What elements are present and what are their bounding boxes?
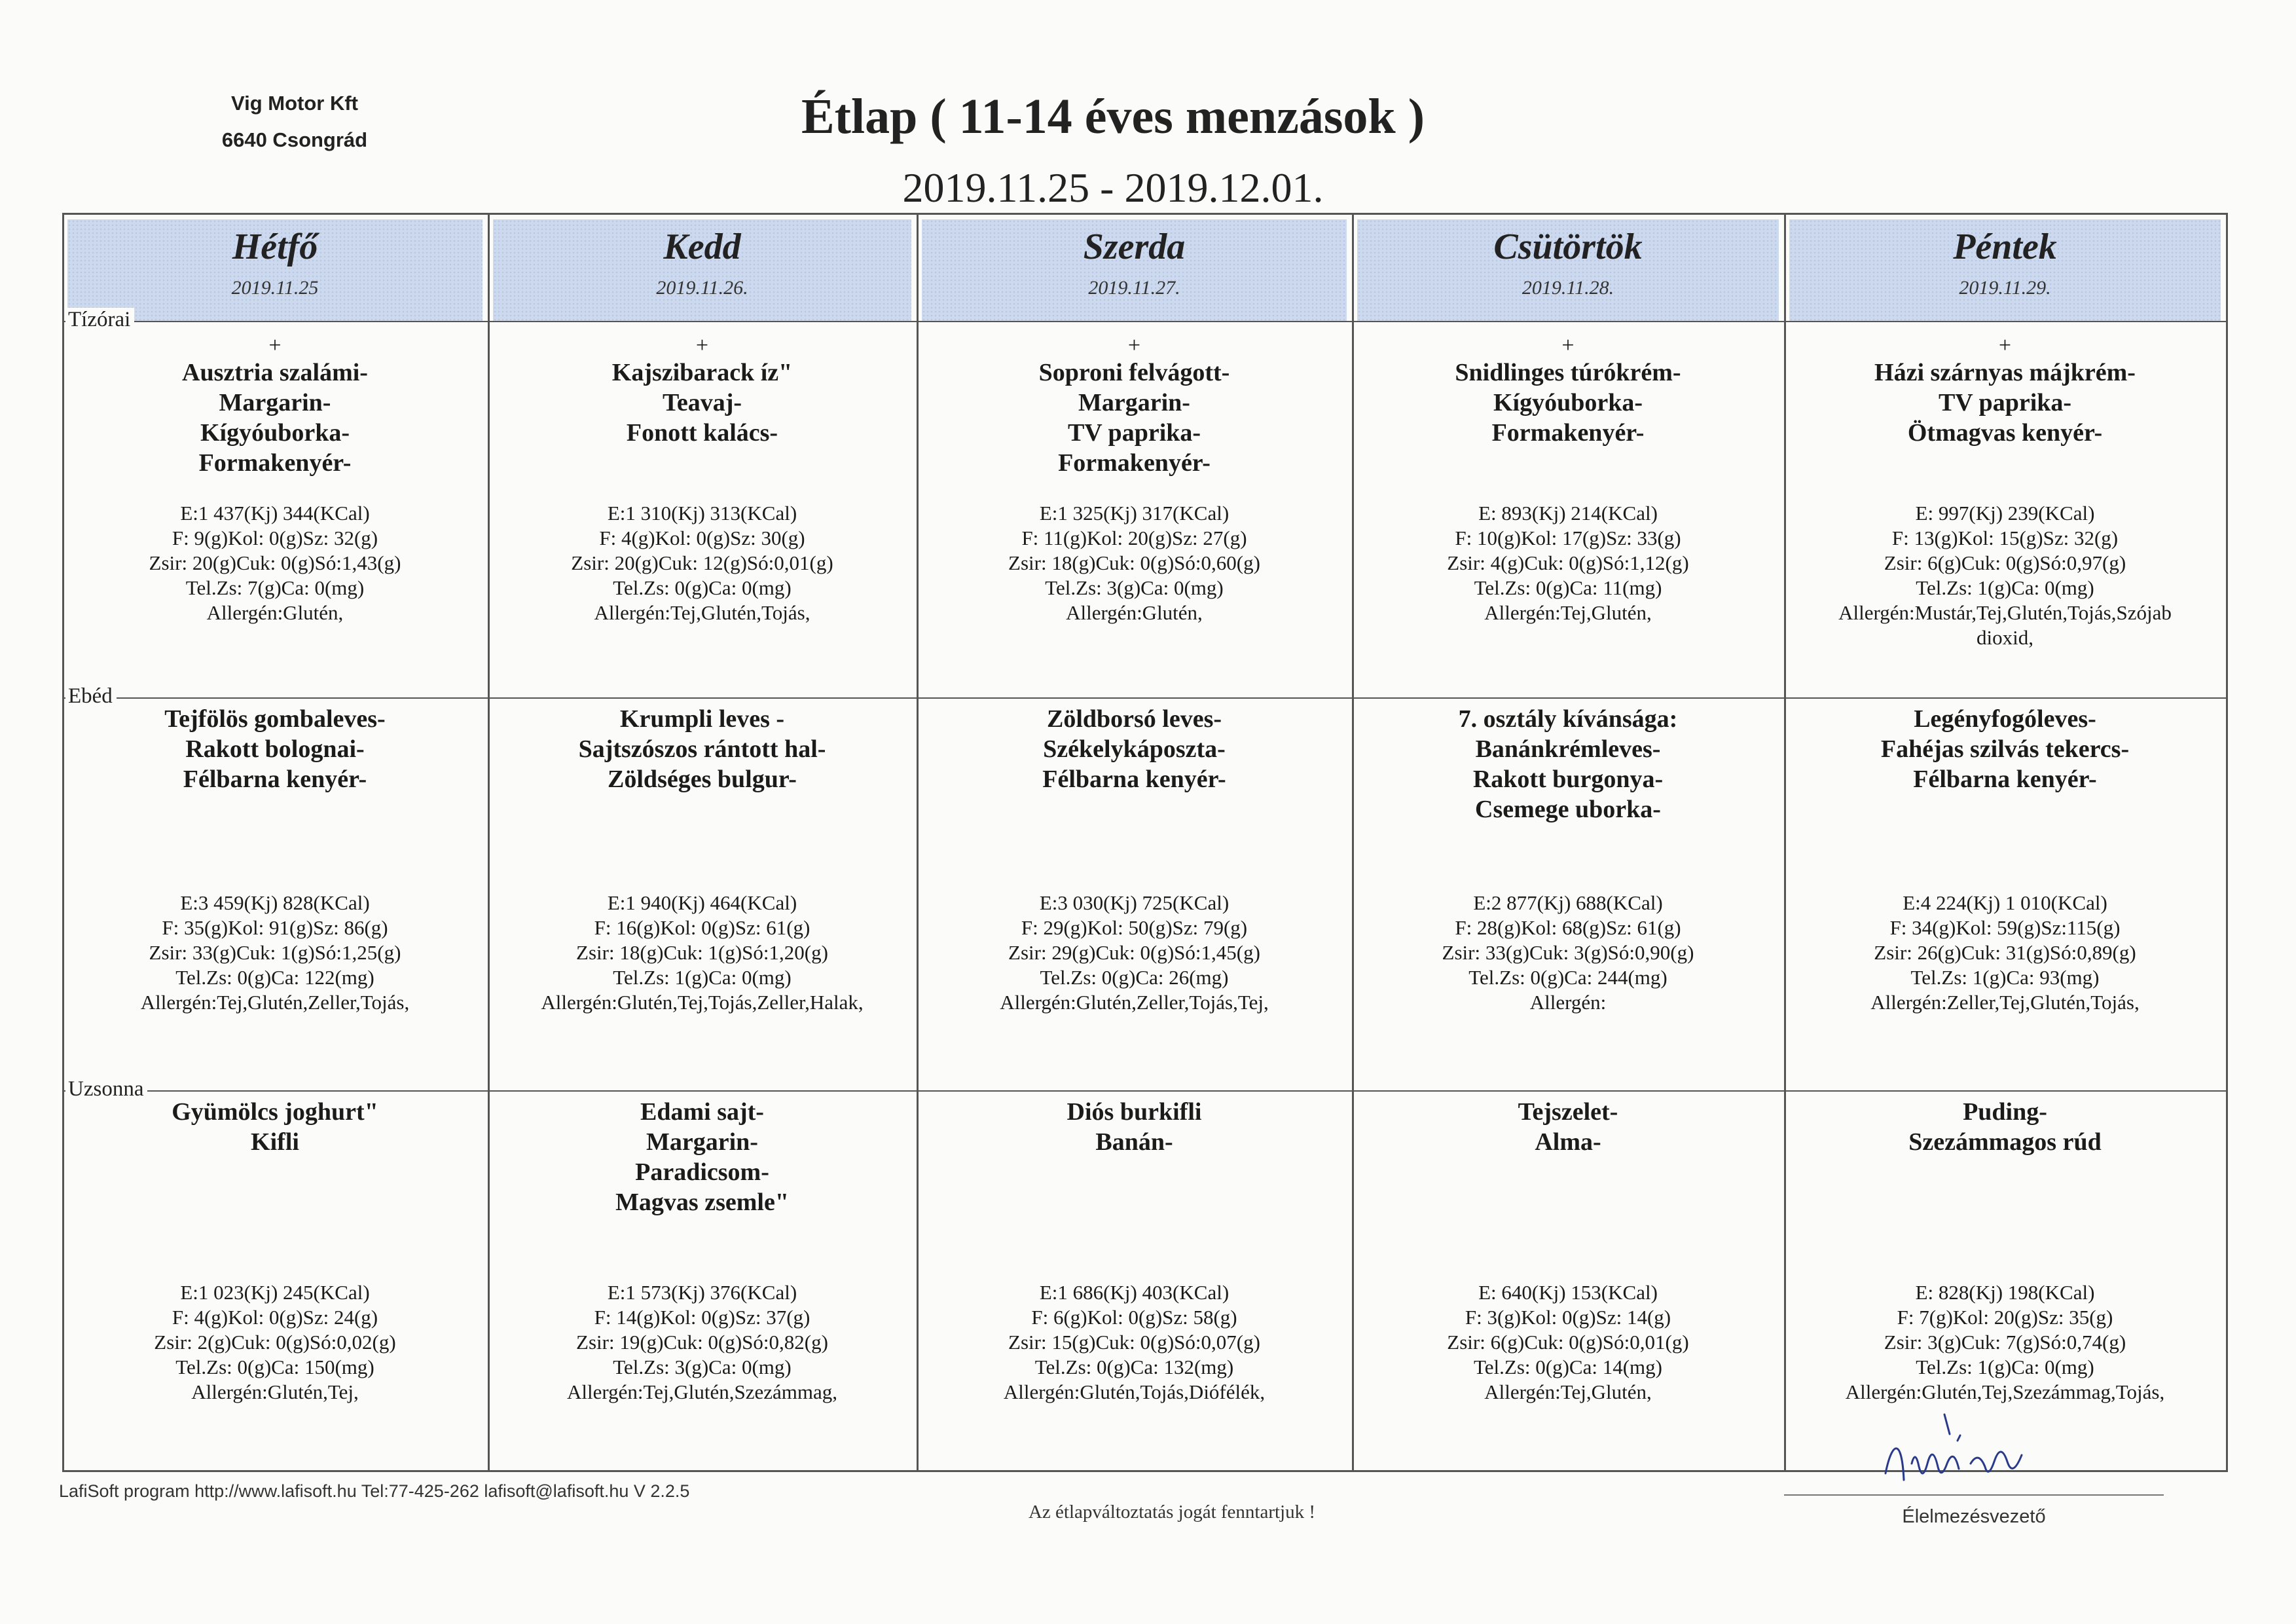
dish-name: Ausztria szalámi-	[182, 359, 368, 386]
nutrition-line: Allergén:Zeller,Tej,Glutén,Tojás,	[1870, 991, 2140, 1014]
nutrition-line: Tel.Zs: 1(g)Ca: 0(mg)	[613, 966, 792, 989]
menu-cell	[62, 334, 488, 691]
nutrition-line: E:1 023(Kj) 245(KCal)	[180, 1281, 370, 1304]
nutrition-info	[1352, 501, 1784, 625]
nutrition-line: Tel.Zs: 0(g)Ca: 244(mg)	[1468, 966, 1667, 989]
meal-label: Tízórai	[65, 308, 134, 332]
menu-cell	[488, 1097, 917, 1464]
dish-name: Alma-	[1535, 1128, 1601, 1156]
nutrition-line: Allergén:Glutén,Tej,Tojás,Zeller,Halak,	[541, 991, 864, 1014]
nutrition-line: Zsir: 26(g)Cuk: 31(g)Só:0,89(g)	[1874, 941, 2136, 964]
row-separator	[62, 697, 2226, 699]
dish-name: Legényfogóleves-	[1914, 705, 2096, 733]
nutrition-info	[488, 891, 917, 1015]
row-separator	[62, 1090, 2226, 1092]
company-city: 6640 Csongrád	[221, 128, 368, 151]
nutrition-line: Allergén:Glutén,Tej,Szezámmag,Tojás,	[1845, 1380, 2165, 1403]
day-header	[493, 219, 911, 321]
nutrition-line: F: 28(g)Kol: 68(g)Sz: 61(g)	[1455, 916, 1681, 939]
signature-line	[1784, 1494, 2164, 1496]
day-header	[1357, 219, 1779, 321]
nutrition-line: Zsir: 6(g)Cuk: 0(g)Só:0,97(g)	[1884, 551, 2126, 574]
dish-name: Tejfölös gombaleves-	[164, 705, 386, 733]
nutrition-line: Zsir: 20(g)Cuk: 0(g)Só:1,43(g)	[149, 551, 401, 574]
dish-name: Tejszelet-	[1518, 1098, 1618, 1126]
nutrition-line: Tel.Zs: 1(g)Ca: 0(mg)	[1916, 1356, 2094, 1378]
dish-name: Gyümölcs joghurt"	[172, 1098, 378, 1126]
dish-name: Félbarna kenyér-	[183, 766, 367, 793]
nutrition-line: Tel.Zs: 0(g)Ca: 11(mg)	[1474, 576, 1662, 599]
dish-name: Rakott bolognai-	[185, 735, 365, 763]
dish-name: Zöldséges bulgur-	[608, 766, 797, 793]
menu-cell	[917, 334, 1352, 691]
nutrition-line: Zsir: 20(g)Cuk: 12(g)Só:0,01(g)	[571, 551, 833, 574]
menu-cell	[488, 704, 917, 1084]
nutrition-line: Tel.Zs: 0(g)Ca: 132(mg)	[1034, 1356, 1234, 1378]
company-block	[196, 85, 393, 158]
day-name: Kedd	[663, 227, 741, 267]
nutrition-info	[917, 501, 1352, 625]
dish-name: Kajszibarack íz"	[611, 359, 793, 386]
dish-name: TV paprika-	[1938, 389, 2072, 416]
nutrition-line: Tel.Zs: 0(g)Ca: 0(mg)	[613, 576, 792, 599]
dish-name: Kígyóuborka-	[200, 419, 350, 447]
nutrition-info	[1784, 891, 2226, 1015]
dish-name: Csemege uborka-	[1475, 796, 1661, 823]
menu-cell	[488, 334, 917, 691]
day-date: 2019.11.26.	[656, 277, 748, 299]
nutrition-line: Tel.Zs: 7(g)Ca: 0(mg)	[185, 576, 365, 599]
nutrition-line: Allergén:Tej,Glutén,Tojás,	[594, 601, 811, 624]
dish-name: Rakott burgonya-	[1472, 766, 1664, 793]
menu-cell	[1352, 1097, 1784, 1464]
nutrition-line: E:3 030(Kj) 725(KCal)	[1039, 891, 1230, 914]
nutrition-line: Zsir: 6(g)Cuk: 0(g)Só:0,01(g)	[1447, 1331, 1689, 1354]
nutrition-line: Zsir: 33(g)Cuk: 1(g)Só:1,25(g)	[149, 941, 401, 964]
nutrition-line: Tel.Zs: 0(g)Ca: 122(mg)	[175, 966, 374, 989]
dish-name: Teavaj-	[662, 389, 742, 416]
nutrition-line: Allergén:Glutén,Tej,	[191, 1380, 359, 1403]
day-date: 2019.11.29.	[1959, 277, 2051, 299]
dish-name: Székelykáposzta-	[1043, 735, 1226, 763]
nutrition-line: F: 10(g)Kol: 17(g)Sz: 33(g)	[1455, 526, 1681, 549]
nutrition-info	[1784, 501, 2226, 650]
day-date: 2019.11.27.	[1088, 277, 1180, 299]
day-name: Szerda	[1083, 227, 1186, 267]
nutrition-line: E: 893(Kj) 214(KCal)	[1478, 502, 1658, 525]
meal-label: Ebéd	[65, 684, 117, 709]
dish-name: Puding-	[1963, 1098, 2047, 1126]
nutrition-line: E: 828(Kj) 198(KCal)	[1915, 1281, 2095, 1304]
dish-name: Edami sajt-	[640, 1098, 764, 1126]
table-border-top	[62, 213, 2226, 215]
nutrition-line: F: 6(g)Kol: 0(g)Sz: 58(g)	[1031, 1306, 1237, 1329]
dish-name: Formakenyér-	[198, 449, 352, 477]
dish-name: Házi szárnyas májkrém-	[1874, 359, 2136, 386]
dish-name: Krumpli leves -	[619, 705, 785, 733]
nutrition-line: E:4 224(Kj) 1 010(KCal)	[1903, 891, 2107, 914]
menu-period: 2019.11.25 - 2019.12.01.	[902, 164, 1324, 211]
day-name: Hétfő	[232, 227, 318, 267]
nutrition-info	[1352, 1280, 1784, 1405]
dish-name: Zöldborsó leves-	[1046, 705, 1222, 733]
dish-name: Paradicsom-	[635, 1158, 769, 1186]
nutrition-line: E:1 940(Kj) 464(KCal)	[607, 891, 797, 914]
nutrition-info	[917, 891, 1352, 1015]
nutrition-line: Allergén:	[1529, 991, 1607, 1014]
nutrition-line: Allergén:Tej,Glutén,Szezámmag,	[566, 1380, 838, 1403]
nutrition-line: Allergén:Glutén,	[206, 601, 344, 624]
nutrition-info	[62, 1280, 488, 1405]
nutrition-line: Zsir: 33(g)Cuk: 3(g)Só:0,90(g)	[1442, 941, 1694, 964]
nutrition-line: Tel.Zs: 0(g)Ca: 14(mg)	[1474, 1356, 1662, 1378]
nutrition-line: Zsir: 19(g)Cuk: 0(g)Só:0,82(g)	[576, 1331, 828, 1354]
nutrition-line: F: 14(g)Kol: 0(g)Sz: 37(g)	[594, 1306, 811, 1329]
dish-name: Fonott kalács-	[626, 419, 778, 447]
dish-name: Fahéjas szilvás tekercs-	[1880, 735, 2130, 763]
nutrition-line: Allergén:Glutén,Zeller,Tojás,Tej,	[1000, 991, 1269, 1014]
dish-name: Szezámmagos rúd	[1908, 1128, 2102, 1156]
nutrition-line: E:3 459(Kj) 828(KCal)	[180, 891, 370, 914]
dish-name: Banán-	[1095, 1128, 1173, 1156]
nutrition-line: Tel.Zs: 0(g)Ca: 26(mg)	[1040, 966, 1229, 989]
nutrition-line: F: 29(g)Kol: 50(g)Sz: 79(g)	[1021, 916, 1248, 939]
company-name: Vig Motor Kft	[230, 92, 358, 115]
nutrition-line: Zsir: 2(g)Cuk: 0(g)Só:0,02(g)	[154, 1331, 396, 1354]
day-header	[922, 219, 1347, 321]
dish-name: Formakenyér-	[1058, 449, 1211, 477]
nutrition-line: E:1 573(Kj) 376(KCal)	[607, 1281, 797, 1304]
menu-cell	[1784, 334, 2226, 691]
menu-cell	[62, 1097, 488, 1464]
menu-cell	[917, 704, 1352, 1084]
dish-name: Diós burkifli	[1066, 1098, 1202, 1126]
nutrition-line: Zsir: 29(g)Cuk: 0(g)Só:1,45(g)	[1008, 941, 1260, 964]
change-notice: Az étlapváltoztatás jogát fenntartjuk !	[1028, 1502, 1316, 1522]
nutrition-line: Tel.Zs: 1(g)Ca: 0(mg)	[1916, 576, 2094, 599]
day-date: 2019.11.25	[231, 277, 319, 299]
meal-label: Uzsonna	[65, 1077, 147, 1101]
plus-sign: +	[1561, 333, 1575, 358]
nutrition-line: Zsir: 4(g)Cuk: 0(g)Só:1,12(g)	[1447, 551, 1689, 574]
day-name: Péntek	[1953, 227, 2057, 267]
nutrition-line: F: 35(g)Kol: 91(g)Sz: 86(g)	[162, 916, 388, 939]
menu-cell	[917, 1097, 1352, 1464]
nutrition-line: Allergén:Mustár,Tej,Glutén,Tojás,Szójab	[1838, 601, 2172, 624]
dish-name: Banánkrémleves-	[1475, 735, 1661, 763]
nutrition-line: Allergén:Glutén,	[1066, 601, 1203, 624]
nutrition-line: Allergén:Tej,Glutén,Zeller,Tojás,	[140, 991, 410, 1014]
nutrition-line: Tel.Zs: 1(g)Ca: 93(mg)	[1910, 966, 2100, 989]
nutrition-line: E:1 686(Kj) 403(KCal)	[1039, 1281, 1230, 1304]
plus-sign: +	[1127, 333, 1141, 358]
nutrition-line: E:1 437(Kj) 344(KCal)	[180, 502, 370, 525]
nutrition-line: E:2 877(Kj) 688(KCal)	[1473, 891, 1663, 914]
menu-cell	[1352, 704, 1784, 1084]
dish-name: Ötmagvas kenyér-	[1907, 419, 2103, 447]
nutrition-info	[488, 1280, 917, 1405]
nutrition-info	[62, 891, 488, 1015]
nutrition-info	[1352, 891, 1784, 1015]
day-date: 2019.11.28.	[1522, 277, 1614, 299]
signature-mark	[1872, 1401, 2082, 1500]
row-separator	[62, 321, 2226, 322]
nutrition-line: Zsir: 18(g)Cuk: 1(g)Só:1,20(g)	[576, 941, 828, 964]
nutrition-line: F: 4(g)Kol: 0(g)Sz: 30(g)	[599, 526, 805, 549]
software-info: LafiSoft program http://www.lafisoft.hu Tel:77-425-262 lafisoft@lafisoft.hu V 2.2.5	[59, 1481, 690, 1501]
nutrition-line: E:1 310(Kj) 313(KCal)	[607, 502, 797, 525]
nutrition-line: F: 13(g)Kol: 15(g)Sz: 32(g)	[1891, 526, 2119, 549]
dish-name: Formakenyér-	[1491, 419, 1645, 447]
dish-name: Snidlinges túrókrém-	[1455, 359, 1681, 386]
nutrition-line: F: 7(g)Kol: 20(g)Sz: 35(g)	[1897, 1306, 2113, 1329]
nutrition-line: E: 997(Kj) 239(KCal)	[1915, 502, 2095, 525]
dish-name: Margarin-	[219, 389, 331, 416]
nutrition-line: Tel.Zs: 3(g)Ca: 0(mg)	[613, 1356, 792, 1378]
nutrition-line: F: 16(g)Kol: 0(g)Sz: 61(g)	[594, 916, 811, 939]
nutrition-line: Allergén:Tej,Glutén,	[1484, 1380, 1652, 1403]
nutrition-line: Allergén:Tej,Glutén,	[1484, 601, 1652, 624]
nutrition-line: Tel.Zs: 0(g)Ca: 150(mg)	[175, 1356, 374, 1378]
plus-sign: +	[1998, 333, 2012, 358]
nutrition-line: dioxid,	[1977, 626, 2033, 649]
plus-sign: +	[695, 333, 709, 358]
dish-name: Sajtszószos rántott hal-	[578, 735, 826, 763]
dish-name: Félbarna kenyér-	[1913, 766, 2097, 793]
menu-cell	[1352, 334, 1784, 691]
nutrition-line: F: 11(g)Kol: 20(g)Sz: 27(g)	[1021, 526, 1247, 549]
nutrition-line: Zsir: 18(g)Cuk: 0(g)Só:0,60(g)	[1008, 551, 1260, 574]
plus-sign: +	[268, 333, 282, 358]
menu-cell	[62, 704, 488, 1084]
menu-cell	[1784, 704, 2226, 1084]
nutrition-line: Allergén:Glutén,Tojás,Diófélék,	[1003, 1380, 1266, 1403]
nutrition-line: Tel.Zs: 3(g)Ca: 0(mg)	[1045, 576, 1224, 599]
dish-name: Kígyóuborka-	[1493, 389, 1643, 416]
table-border-right	[2226, 213, 2228, 1472]
nutrition-info	[917, 1280, 1352, 1405]
nutrition-line: F: 4(g)Kol: 0(g)Sz: 24(g)	[172, 1306, 378, 1329]
day-header	[1789, 219, 2221, 321]
nutrition-line: E: 640(Kj) 153(KCal)	[1478, 1281, 1658, 1304]
nutrition-line: F: 9(g)Kol: 0(g)Sz: 32(g)	[172, 526, 378, 549]
dish-name: Félbarna kenyér-	[1042, 766, 1226, 793]
dish-name: TV paprika-	[1067, 419, 1201, 447]
nutrition-line: F: 34(g)Kol: 59(g)Sz:115(g)	[1889, 916, 2121, 939]
day-header	[67, 219, 483, 321]
nutrition-line: Zsir: 3(g)Cuk: 7(g)Só:0,74(g)	[1884, 1331, 2126, 1354]
dish-name: Margarin-	[646, 1128, 758, 1156]
page-title: Étlap ( 11-14 éves menzások )	[801, 89, 1425, 144]
dish-name: 7. osztály kívánsága:	[1458, 705, 1678, 733]
nutrition-line: F: 3(g)Kol: 0(g)Sz: 14(g)	[1465, 1306, 1671, 1329]
nutrition-info	[1784, 1280, 2226, 1405]
nutrition-info	[62, 501, 488, 625]
dish-name: Soproni felvágott-	[1038, 359, 1230, 386]
dish-name: Magvas zsemle"	[615, 1189, 789, 1216]
nutrition-info	[488, 501, 917, 625]
nutrition-line: Zsir: 15(g)Cuk: 0(g)Só:0,07(g)	[1008, 1331, 1260, 1354]
signature-label: Élelmezésvezető	[1902, 1506, 2046, 1527]
nutrition-line: E:1 325(Kj) 317(KCal)	[1039, 502, 1230, 525]
dish-name: Margarin-	[1078, 389, 1190, 416]
dish-name: Kifli	[251, 1128, 299, 1156]
day-name: Csütörtök	[1493, 227, 1643, 267]
